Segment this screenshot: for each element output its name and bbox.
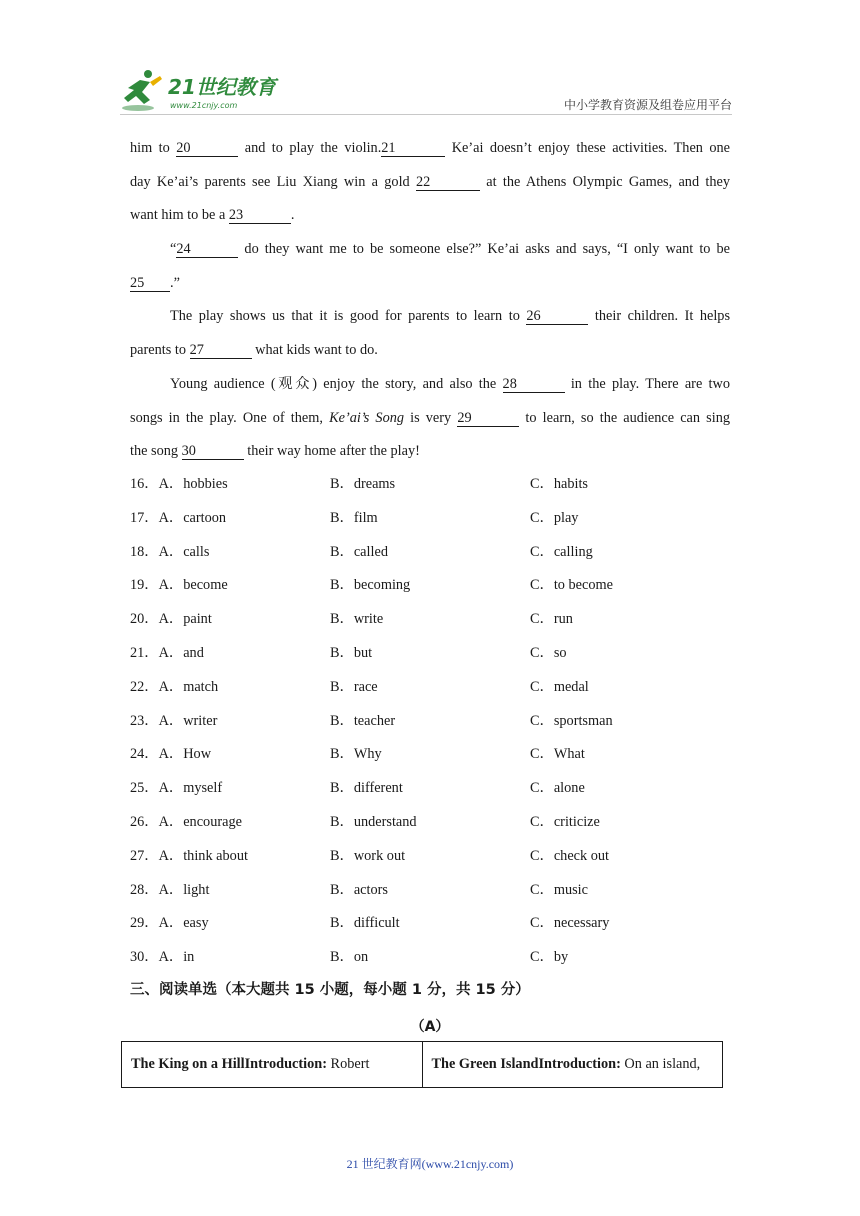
blank-21: 21 — [381, 140, 445, 157]
blank-28: 28 — [503, 376, 565, 393]
option-b: B．write — [330, 611, 384, 628]
option-a: 22．A．match — [130, 678, 219, 695]
option-c: C．so — [530, 644, 567, 661]
option-a: 21．A．and — [130, 644, 204, 661]
option-a: 18．A．calls — [130, 543, 210, 560]
table-row — [122, 1042, 723, 1088]
passage-line: day Ke’ai’s parents see Liu Xiang win a gold 22 at the Athens Olympic Games, and they — [130, 173, 730, 190]
option-b: B．on — [330, 949, 369, 966]
option-a: 17．A．cartoon — [130, 509, 227, 526]
table-cell: The Green IslandIntroduction: On an island, — [422, 1042, 723, 1088]
option-b: B．but — [330, 644, 373, 661]
option-b: B．film — [330, 509, 378, 526]
option-b: B．teacher — [330, 712, 396, 729]
option-c: C．by — [530, 949, 569, 966]
option-row — [130, 603, 730, 637]
option-c: C．sportsman — [530, 712, 613, 729]
reading-table — [121, 1041, 723, 1088]
blank-30: 30 — [182, 443, 244, 460]
option-a: 28．A．light — [130, 881, 210, 898]
blank-25: 25 — [130, 275, 170, 292]
option-a: 25．A．myself — [130, 780, 223, 797]
passage-line: The play shows us that it is good for parents to learn to 26 their children. It helps — [170, 308, 731, 325]
option-row — [130, 840, 730, 874]
passage-line: 25 .” — [130, 274, 180, 291]
option-a: 16．A．hobbies — [130, 476, 228, 492]
option-c: C．alone — [530, 780, 585, 797]
option-a: 19．A．become — [130, 577, 228, 594]
option-b: B．difficult — [330, 915, 400, 932]
option-row — [130, 671, 730, 705]
option-a: 30．A．in — [130, 949, 195, 966]
passage-line: parents to 27 what kids want to do. — [130, 342, 378, 359]
option-row — [130, 738, 730, 772]
option-c: C．medal — [530, 678, 589, 695]
option-b: B．different — [330, 780, 403, 797]
option-row — [130, 536, 730, 570]
option-c: C．What — [530, 746, 585, 763]
option-row — [130, 468, 730, 502]
header-platform-name: 中小学教育资源及组卷应用平台 — [563, 98, 732, 112]
table-cell: The King on a HillIntroduction: Robert — [122, 1042, 423, 1088]
option-a: 26．A．encourage — [130, 813, 242, 830]
option-row — [130, 907, 730, 941]
logo — [120, 68, 290, 114]
option-b: B．Why — [330, 746, 382, 763]
blank-29: 29 — [457, 410, 519, 427]
page-footer: 21 世纪教育网(www.21cnjy.com) — [346, 1157, 514, 1171]
option-row — [130, 941, 730, 975]
passage-line: Young audience (观众) enjoy the story, and also the 28 in the play. There are two — [170, 375, 731, 392]
option-a: 23．A．writer — [130, 712, 218, 729]
passage-line: the song 30 their way home after the play! — [130, 443, 420, 460]
option-b: B．understand — [330, 813, 417, 830]
option-b: B．work out — [330, 847, 406, 864]
option-a: 29．A．easy — [130, 915, 209, 932]
option-row — [130, 637, 730, 671]
option-c: C．habits — [530, 476, 588, 492]
option-row — [130, 806, 730, 840]
option-b: B．actors — [330, 881, 388, 898]
runner-icon — [122, 70, 162, 111]
option-c: C．necessary — [530, 915, 610, 932]
option-c: C．run — [530, 611, 573, 628]
blank-26: 26 — [526, 308, 588, 325]
passage-line: “24 do they want me to be someone else?” Ke’ai asks and says, “I only want to be — [170, 241, 730, 258]
option-c: C．music — [530, 881, 588, 898]
logo-url: www.21cnjy.com — [170, 101, 238, 110]
option-b: B．becoming — [330, 577, 411, 594]
logo-text: 21世纪教育 — [168, 75, 276, 99]
option-b: B．race — [330, 678, 378, 695]
passage-line: want him to be a 23 . — [130, 207, 295, 224]
option-c: C．to become — [530, 577, 613, 594]
option-c: C．calling — [530, 543, 593, 560]
passage-label: （A） — [410, 1019, 450, 1035]
blank-22: 22 — [416, 174, 480, 191]
option-row — [130, 502, 730, 536]
answer-options — [130, 468, 730, 975]
blank-27: 27 — [190, 342, 252, 359]
passage-line: songs in the play. One of them, Ke’ai’s Song is very 29 to learn, so the audience can sing — [130, 409, 730, 426]
blank-20: 20 — [176, 140, 238, 157]
option-row — [130, 772, 730, 806]
page-header — [120, 62, 732, 116]
option-row — [130, 569, 730, 603]
option-a: 20．A．paint — [130, 611, 212, 628]
option-c: C．check out — [530, 847, 610, 864]
option-c: C．play — [530, 509, 579, 526]
cloze-passage — [130, 132, 730, 469]
option-a: 24．A．How — [130, 746, 212, 763]
option-row — [130, 705, 730, 739]
blank-24: 24 — [176, 241, 238, 258]
blank-23: 23 — [229, 207, 291, 224]
option-b: B．called — [330, 543, 388, 560]
option-row — [130, 874, 730, 908]
option-c: C．criticize — [530, 813, 600, 830]
option-a: 27．A．think about — [130, 847, 248, 864]
section-title: 三、阅读单选（本大题共 15 小题，每小题 1 分，共 15 分） — [130, 982, 530, 998]
header-divider — [120, 114, 732, 115]
option-b: B．dreams — [330, 476, 396, 492]
passage-line: him to 20 and to play the violin.21 Ke’ai doesn’t enjoy these activities. Then one — [130, 140, 731, 156]
